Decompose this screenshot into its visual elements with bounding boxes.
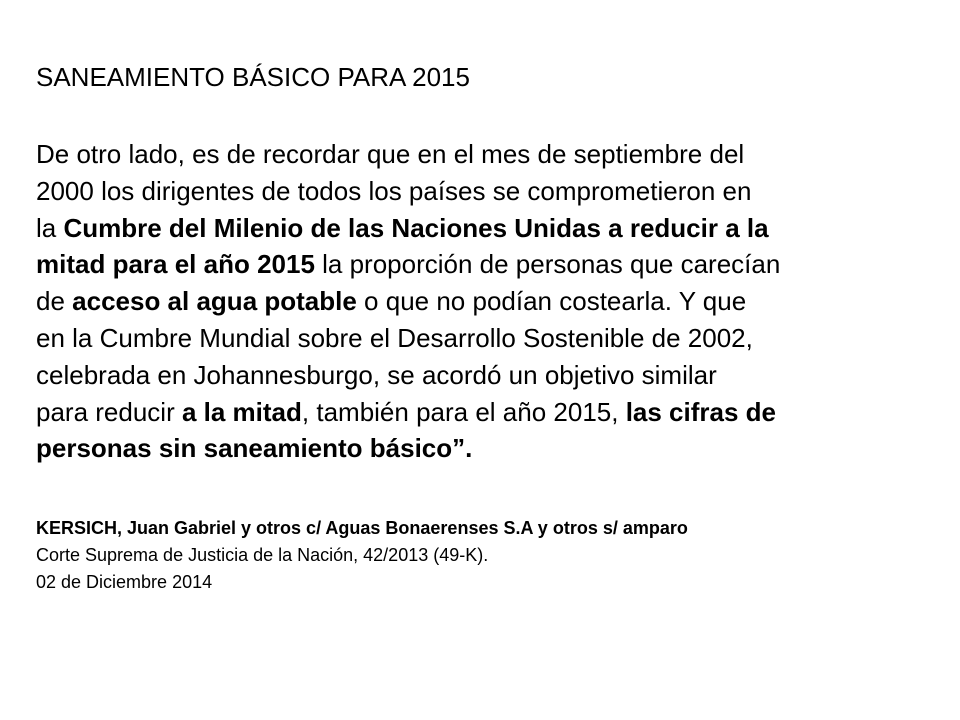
paragraph-line <box>36 357 780 394</box>
paragraph-line <box>36 136 780 173</box>
bold-text-run: mitad para el año 2015 <box>36 249 315 280</box>
citation-block <box>36 515 688 596</box>
body-paragraph <box>36 136 780 467</box>
citation-date: 02 de Diciembre 2014 <box>36 572 213 592</box>
slide-title: SANEAMIENTO BÁSICO PARA 2015 <box>36 62 470 92</box>
paragraph-line <box>36 394 780 431</box>
bold-text-run: las cifras de <box>625 396 776 427</box>
paragraph-line <box>36 430 780 467</box>
paragraph-line <box>36 173 780 210</box>
paragraph-line <box>36 246 780 283</box>
citation-court: Corte Suprema de Justicia de la Nación, 42/2013 (49-K). <box>36 545 489 565</box>
text-run: celebrada en Johannesburgo, se acordó un objetivo similar <box>36 359 717 390</box>
text-run: de <box>36 286 73 317</box>
text-run: De otro lado, es de recordar que en el mes de septiembre del <box>36 139 745 169</box>
bold-text-run: a la mitad <box>181 396 302 427</box>
bold-text-run: personas sin saneamiento básico”. <box>36 433 473 464</box>
text-run: en la Cumbre Mundial sobre el Desarrollo Sostenible de 2002, <box>36 322 753 353</box>
bold-text-run: acceso al agua potable <box>72 286 357 317</box>
text-run: , también para el año 2015, <box>301 396 626 427</box>
text-run: la proporción de personas que carecían <box>314 249 781 280</box>
text-run: o que no podían costearla. Y que <box>356 286 747 317</box>
bold-text-run: Cumbre del Milenio de las Naciones Unidas a reducir a la <box>63 212 769 243</box>
text-run: para reducir <box>36 396 182 427</box>
paragraph-line <box>36 210 780 247</box>
paragraph-line <box>36 320 780 357</box>
text-run: 2000 los dirigentes de todos los países se comprometieron en <box>36 175 752 206</box>
citation-case-name: KERSICH, Juan Gabriel y otros c/ Aguas Bonaerenses S.A y otros s/ amparo <box>36 518 688 538</box>
text-run: la <box>36 212 64 243</box>
paragraph-line <box>36 283 780 320</box>
